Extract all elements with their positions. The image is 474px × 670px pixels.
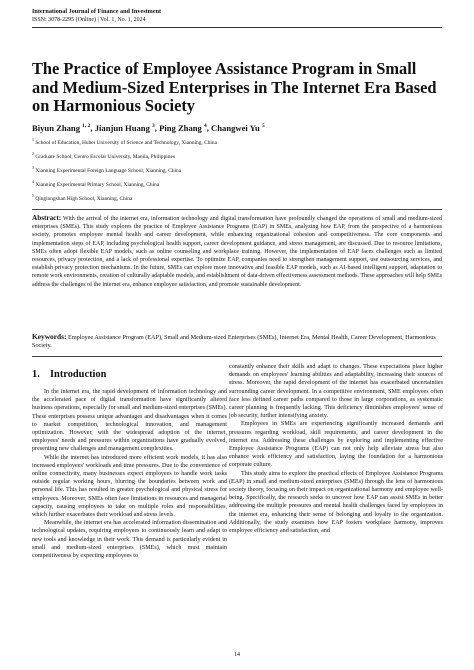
author-separator: ,	[206, 123, 212, 133]
header-divider	[32, 27, 442, 28]
abstract-label: Abstract:	[32, 214, 62, 222]
keywords	[32, 333, 442, 351]
affiliation-mark: 4	[32, 180, 34, 185]
keywords-text: Employee Assistance Program (EAP), Small and Medium-sized Enterprises (SMEs), Internet Era, Mental Health, Career Development, Harmonious Society.	[32, 334, 436, 350]
section-number: 1.	[32, 369, 40, 380]
journal-issn: ISSN: 3078-2295 (Online) | Vol. 1, No. 1, 2024	[32, 17, 146, 23]
affiliation-mark: 5	[32, 194, 34, 199]
author-name: Ping Zhang	[159, 123, 202, 133]
author-separator: ,	[90, 123, 95, 133]
paragraph: Meanwhile, the internet era has accelerated information dissemination and technological updates, requiring employees to continuously learn and adapt to new tools and knowledge in their work. This demand is particularly evident in small and medium-sized enterprises (SMEs), which must maintain competitiveness by expecting employees to	[32, 520, 227, 560]
affiliation-item	[32, 196, 442, 210]
author-separator: ,	[154, 123, 160, 133]
paragraph: This study aims to explore the practical effects of Employee Assistance Programs (EAP) in small and medium-sized enterprises (SMEs) through the lens of harmonious society theory, focusing on their impact on organizational harmony and employee well-being. Specifically, the research seeks to uncover how EAP can assist SMEs in better addressing the multiple pressures and mental health challenges faced by employees in the internet era, enhancing their sense of belonging and loyalty to the organization. Additionally, the study examines how EAP fosters workplace harmony, improves employee efficiency and satisfaction, and	[229, 470, 443, 535]
page-number: 14	[234, 652, 240, 658]
affiliation-mark: 2	[32, 152, 34, 157]
paragraph: constantly enhance their skills and adapt to changes. These expectations place higher demands on employees' learning abilities and adaptability, increasing their sources of stress. Moreover, the rapid development of the internet has exacerbated uncertainties surrounding career development. In a competitive environment, SME employees often face less defined career paths compared to those in large corporations, as systematic career planning is frequently lacking. This deficiency diminishes employees' sense of job security, further intensifying anxiety.	[229, 364, 443, 420]
affiliation-mark: 1	[32, 138, 34, 143]
affiliation-text: School of Education, Hubei University of Science and Technology, Xianning, China	[35, 140, 217, 146]
section-title: Introduction	[50, 369, 107, 380]
author-affiliation-mark: 3	[152, 123, 155, 130]
author-name: Changwei Yu	[211, 123, 260, 133]
keywords-bottom-divider	[32, 356, 442, 357]
journal-name: International Journal of Finance and Investment	[32, 8, 162, 15]
keywords-label: Keywords:	[32, 332, 67, 341]
author-affiliation-mark: 4	[204, 123, 207, 130]
author-name: Jianjun Huang	[94, 123, 150, 133]
affiliation-text: Graduate School, Centro Escolar University, Manila, Philippines	[35, 154, 175, 160]
affiliation-mark: 3	[32, 166, 34, 171]
affiliation-text: Qinglongshan High School, Xianning, China	[35, 196, 133, 202]
paragraph: Employees in SMEs are experiencing significantly increased demands and pressures regarding workload, skill requirements, and career development in the internet era. Addressing these challenges by exploring and implementing effective Employee Assistance Programs (EAP) can not only help alleviate stress but also enhance work efficiency and satisfaction, laying the foundation for a harmonious corporate culture.	[229, 421, 443, 469]
section-heading	[32, 369, 106, 381]
body-column-left	[32, 388, 227, 560]
author-affiliation-mark: 5	[262, 123, 265, 130]
abstract-text: With the arrival of the internet era, information technology and digital transformation have profoundly changed the operations of small and medium-sized enterprises (SMEs). This study explores the practice of Employee Assistance Programs (EAP) in SMEs, analyzing how EAP, from the perspective of a harmonious society, promotes employee mental health and career development, while enhancing organizational cohesion and competitiveness. The core components and implementation steps of EAP, including psychological health support, career development guidance, and stress management, are discussed. Due to resource limitations, SMEs often adopt flexible EAP models, such as online counseling and workplace training. However, the implementation of EAP faces challenges such as limited resources, privacy protection, and a lack of professional expertise. To optimize EAP, companies need to strengthen management support, use outsourcing services, and establish privacy protection mechanisms. In the future, SMEs can explore more innovative and feasible EAP models, such as AI-based intelligent support, adaptation to remote work environments, creation of culturally adaptable models, and establishment of data-driven effectiveness assessment methods. These approaches will help SMEs address the challenges of the internet era, enhance employee satisfaction, and promote sustainable development.	[32, 216, 442, 288]
abstract-top-divider	[32, 209, 442, 210]
paragraph: While the internet has introduced more efficient work models, it has also increased employees' workloads and time pressures. Due to the convenience of online connectivity, many businesses expect employees to handle work tasks outside regular working hours, blurring the boundaries between work and personal life. This has resulted in greater psychological and physical stress for employees. Moreover, SMEs often face limitations in resources and managerial capacity, causing employees to take on multiple roles and responsibilities, which further exacerbates their workload and stress levels.	[32, 454, 227, 519]
paragraph: In the internet era, the rapid development of information technology and the accelerated pace of digital transformation have significantly altered business operations, especially for small and medium-sized enterprises (SMEs). These enterprises possess unique advantages and disadvantages when it comes to market competition, technological innovation, and management optimization. However, with the widespread adoption of the internet, employees' needs and pressures within organizations have gradually evolved, presenting new challenges and management complexities.	[32, 389, 227, 453]
affiliation-list	[32, 140, 442, 210]
affiliation-text: Xianning Experimental Primary School, Xianning, China	[35, 182, 160, 188]
author-name: Biyun Zhang	[32, 123, 81, 133]
author-list	[32, 123, 265, 134]
paper-title: The Practice of Employee Assistance Program in Small and Medium-Sized Enterprises in The Internet Era Based on Harmonious Society	[32, 59, 437, 115]
abstract	[32, 214, 442, 289]
author-affiliation-mark: 1, 2	[82, 123, 91, 130]
body-column-right	[229, 363, 443, 535]
affiliation-text: Xianning Experimental Foreign Language School, Xianning, China	[35, 168, 182, 174]
